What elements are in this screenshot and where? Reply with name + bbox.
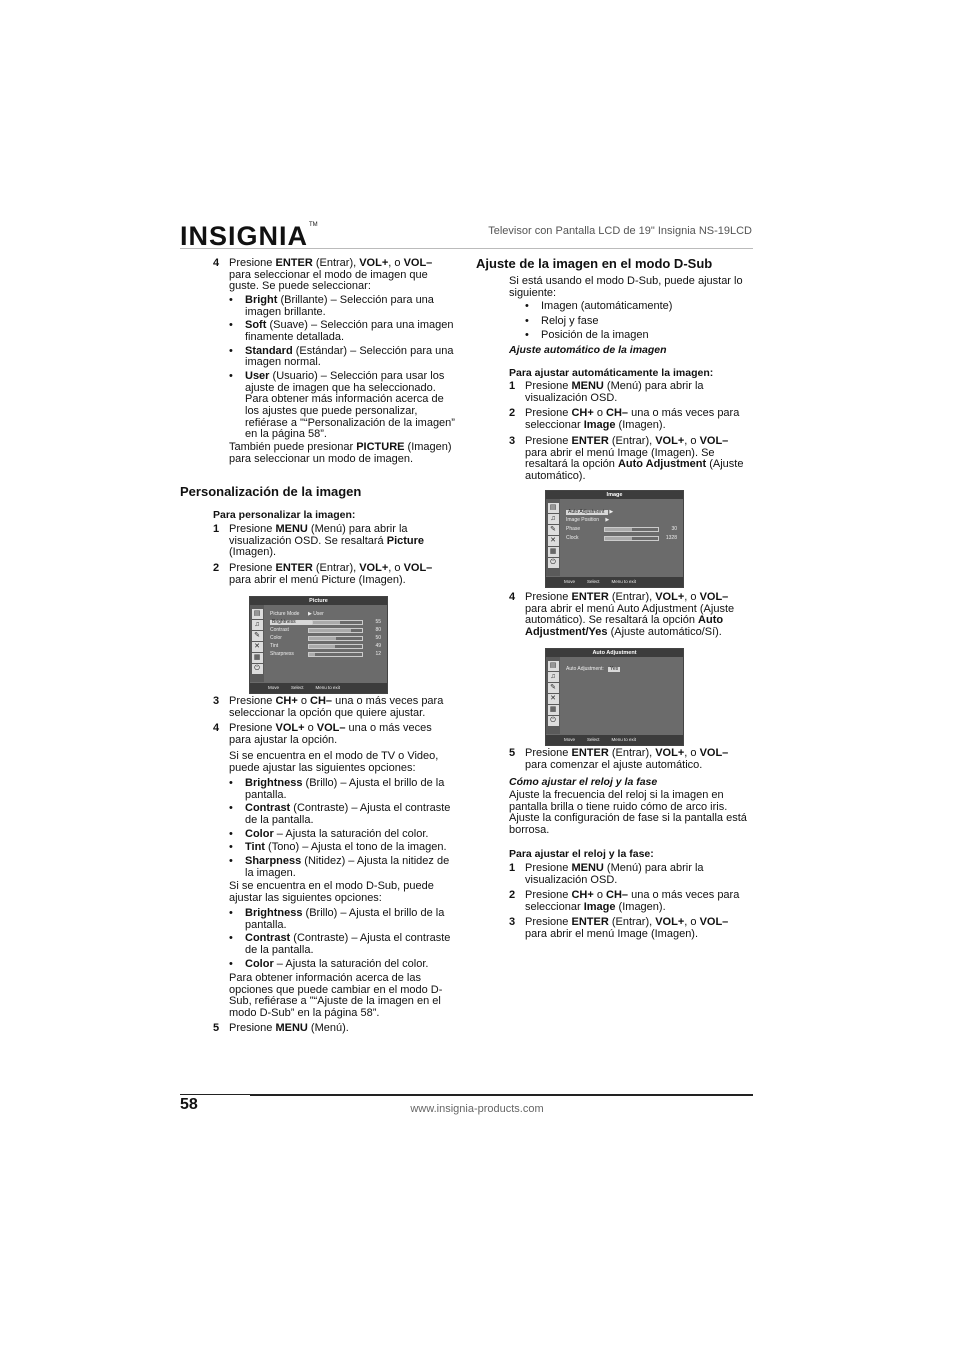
- audio-icon: ♫: [548, 672, 559, 682]
- picture-mode-list: • Bright (Brillante) – Selección para una imagen brillante. • Soft (Suave) – Selección para una imagen finamente detallada. • Standard (Estándar) – Selección para una imagen normal. • User (Usuario) – Selección para usar los ajuste de imagen que ha seleccionado. Para obtener más información acerca de los ajustes que puede personalizar, refiérase a "“Personalización de la imagen” en la página 58”.: [229, 294, 455, 441]
- right-clock-step3: 3 Presione ENTER (Entrar), VOL+, o VOL– para abrir el menú Image (Imagen).: [509, 916, 729, 940]
- left-step4b: 4 Presione VOL+ o VOL– una o más veces para ajustar la opción.: [213, 722, 432, 746]
- footer-url: www.insignia-products.com: [410, 1103, 544, 1115]
- osd-row: Clock 1328: [566, 534, 677, 541]
- osd-row: Auto Adjustment ▶: [568, 508, 614, 515]
- tv-options-list: • Brightness (Brillo) – Ajusta el brillo de la pantalla. • Contrast (Contraste) – Ajusta el contraste de la pantalla. • Color – Ajusta la saturación del color. • Tint (Tono) – Ajusta el tono de la imagen. • Sharpness (Nitidez) – Ajusta la nitidez de la imagen.: [229, 777, 451, 879]
- osd-sidebar: [546, 499, 560, 576]
- osd-auto-adjustment-menu: [545, 648, 684, 746]
- osd-row: Auto Adjustment: Yes: [566, 665, 619, 672]
- footer-rule-left: [180, 1094, 250, 1095]
- insignia-logo: [180, 221, 318, 251]
- tv-mode-intro: Si se encuentra en el modo de TV o Video, puede ajustar las siguientes opciones:: [229, 750, 439, 774]
- heading-reloj-fase: Cómo ajustar el reloj y la fase: [509, 776, 658, 788]
- exit-icon: ⏻: [548, 558, 559, 568]
- osd-slider: [308, 636, 363, 641]
- logo-word: INSIGNIA: [180, 221, 309, 251]
- picture-icon: ▤: [548, 503, 559, 513]
- heading-personalizacion: Personalización de la imagen: [180, 484, 362, 499]
- osd-row: Phase 30: [566, 525, 677, 532]
- dsub-mode-intro: Si se encuentra en el modo D-Sub, puede ajustar las siguientes opciones:: [229, 880, 434, 904]
- osd-row: Color 50: [270, 634, 381, 641]
- audio-icon: ♫: [252, 620, 263, 630]
- osd-footer: Move Select Menu to exit: [546, 735, 683, 745]
- left-step2: 2 Presione ENTER (Entrar), VOL+, o VOL– para abrir el menú Picture (Imagen).: [213, 562, 433, 586]
- dsub-options-list: • Brightness (Brillo) – Ajusta el brillo de la pantalla. • Contrast (Contraste) – Ajusta el contraste de la pantalla. • Color – Ajusta la saturación del color.: [229, 907, 451, 970]
- osd-picture-menu: [249, 596, 388, 694]
- picture-icon: ▤: [548, 661, 559, 671]
- header-title: Televisor con Pantalla LCD de 19" Insignia NS-19LCD: [488, 225, 752, 237]
- osd-slider: [604, 536, 659, 541]
- page-number: 58: [180, 1096, 198, 1113]
- option-icon: ▦: [252, 653, 263, 663]
- osd-row: Image Position ▶: [566, 516, 610, 523]
- osd-row: Brightness 55: [272, 618, 381, 625]
- osd-slider: [308, 644, 363, 649]
- exit-icon: ⏻: [252, 664, 263, 674]
- right-step5: 5 Presione ENTER (Entrar), VOL+, o VOL– para comenzar el ajuste automático.: [509, 747, 729, 771]
- image-icon: ✎: [548, 683, 559, 693]
- option-icon: ▦: [548, 705, 559, 715]
- setup-icon: ✕: [252, 642, 263, 652]
- right-clock-step2: 2 Presione CH+ o CH– una o más veces para seleccionar Image (Imagen).: [509, 889, 740, 913]
- right-step1: 1 Presione MENU (Menú) para abrir la visualización OSD.: [509, 380, 704, 404]
- option-icon: ▦: [548, 547, 559, 557]
- right-step2: 2 Presione CH+ o CH– una o más veces para seleccionar Image (Imagen).: [509, 407, 740, 431]
- setup-icon: ✕: [548, 536, 559, 546]
- subheading-para-personalizar: Para personalizar la imagen:: [213, 509, 356, 521]
- picture-key-note: También puede presionar PICTURE (Imagen) para seleccionar un modo de imagen.: [229, 441, 452, 465]
- osd-image-menu: [545, 490, 684, 588]
- osd-footer: Move Select Menu to exit: [250, 683, 387, 693]
- image-icon: ✎: [252, 631, 263, 641]
- right-step3: 3 Presione ENTER (Entrar), VOL+, o VOL– para abrir el menú Image (Imagen). Se resaltará la opción Auto Adjustment (Ajuste automático).: [509, 435, 744, 482]
- subheading-para-ajustar-reloj: Para ajustar el reloj y la fase:: [509, 848, 654, 860]
- footer-rule: [250, 1094, 753, 1096]
- osd-row: Sharpness 12: [270, 650, 381, 657]
- clock-phase-paragraph: Ajuste la frecuencia del reloj si la imagen en pantalla brilla o tiene ruido cómo de arco iris. Ajuste la configuración de fase si la pantalla está borrosa.: [509, 789, 747, 836]
- left-step5: 5 Presione MENU (Menú).: [213, 1022, 349, 1034]
- dsub-more-info: Para obtener información acerca de las opciones que puede cambiar en el modo D-Sub, refiérase a "“Ajuste de la imagen en el modo D-Sub” en la página 58”.: [229, 972, 443, 1019]
- osd-row-picture-mode: Picture Mode ▶ User: [270, 610, 324, 617]
- left-step4: 4 Presione ENTER (Entrar), VOL+, o VOL– para seleccionar el modo de imagen que guste. Se puede seleccionar:: [213, 257, 433, 293]
- osd-slider: [312, 620, 363, 625]
- setup-icon: ✕: [548, 694, 559, 704]
- osd-row: Tint 49: [270, 642, 381, 649]
- osd-sidebar: [250, 605, 264, 682]
- osd-title: Picture: [250, 597, 387, 605]
- header-rule: [180, 248, 753, 249]
- arrow-right-icon: ▶: [604, 516, 610, 523]
- osd-slider: [308, 628, 363, 633]
- osd-slider: [604, 527, 659, 532]
- osd-footer: Move Select Menu to exit: [546, 577, 683, 587]
- osd-slider: [308, 652, 363, 657]
- audio-icon: ♫: [548, 514, 559, 524]
- right-step4: 4 Presione ENTER (Entrar), VOL+, o VOL– para abrir el menú Auto Adjustment (Ajuste automático). Se resaltará la opción Auto Adjustment/Yes (Ajuste automático/Sí).: [509, 591, 735, 638]
- subheading-para-ajustar-auto: Para ajustar automáticamente la imagen:: [509, 367, 714, 379]
- osd-title: Auto Adjustment: [546, 649, 683, 657]
- heading-ajuste-automatico: Ajuste automático de la imagen: [509, 344, 667, 356]
- dsub-adjust-list: • Imagen (automáticamente) • Reloj y fase • Posición de la imagen: [525, 300, 673, 342]
- dsub-intro: Si está usando el modo D-Sub, puede ajustar lo siguiente:: [509, 275, 743, 299]
- picture-icon: ▤: [252, 609, 263, 619]
- exit-icon: ⏻: [548, 716, 559, 726]
- osd-row: Contrast 80: [270, 626, 381, 633]
- arrow-right-icon: ▶: [608, 508, 614, 515]
- right-clock-step1: 1 Presione MENU (Menú) para abrir la visualización OSD.: [509, 862, 704, 886]
- osd-sidebar: [546, 657, 560, 734]
- osd-title: Image: [546, 491, 683, 499]
- left-step3: 3 Presione CH+ o CH– una o más veces para seleccionar la opción que quiere ajustar.: [213, 695, 444, 719]
- left-step1: 1 Presione MENU (Menú) para abrir la visualización OSD. Se resaltará Picture (Imagen).: [213, 523, 425, 559]
- image-icon: ✎: [548, 525, 559, 535]
- heading-ajuste-dsub: Ajuste de la imagen en el modo D-Sub: [476, 256, 713, 271]
- logo-trademark: TM: [309, 222, 318, 228]
